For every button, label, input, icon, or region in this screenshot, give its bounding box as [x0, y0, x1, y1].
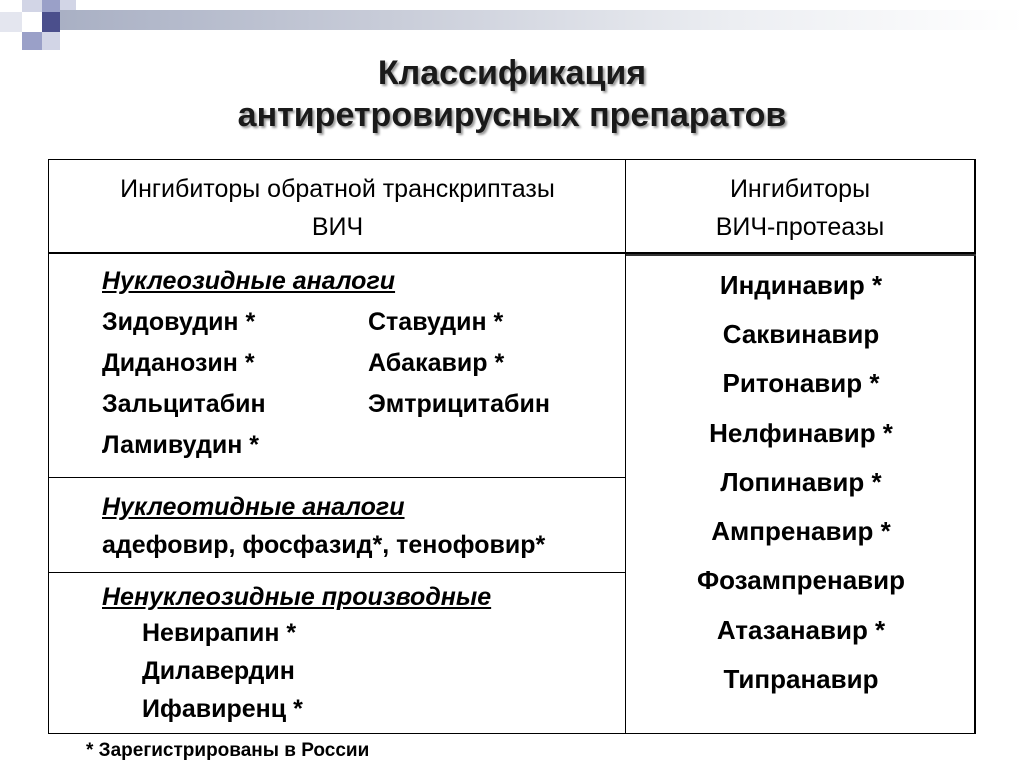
list-item: Диданозин * [102, 349, 255, 377]
list-item: Абакавир * [368, 349, 505, 377]
right-header-divider-thick [626, 254, 976, 256]
table-bottom-border [48, 733, 976, 734]
nonnucleoside-section [102, 578, 491, 616]
table-top-border [48, 159, 975, 160]
nucleotide-list: адефовир, фосфазид*, тенофовир* [102, 531, 546, 559]
page-title [0, 52, 1024, 136]
list-item: Ампренавир * [711, 516, 891, 546]
footnote: * Зарегистрированы в России [86, 740, 370, 761]
header-protease-inhibitors [626, 170, 974, 246]
decor-square [22, 32, 42, 50]
list-item: Ламивудин * [102, 431, 259, 459]
decor-square [60, 0, 76, 10]
decor-square [0, 12, 22, 32]
title-line-2: антиретровирусных препаратов [237, 96, 787, 134]
list-item: Ифавиренц * [142, 695, 303, 723]
list-item: Саквинавир [722, 319, 880, 349]
list-item: Нелфинавир * [709, 418, 893, 448]
list-item: Атазанавир * [716, 615, 886, 645]
list-item: Эмтрицитабин [368, 390, 550, 418]
decor-square [22, 12, 42, 32]
table-left-border [48, 159, 49, 734]
title-line-1: Классификация [377, 54, 647, 92]
top-decor-bar [60, 10, 1024, 30]
nucleotide-title: Нуклеотидные аналоги [102, 493, 405, 521]
nucleoside-col-1 [102, 302, 266, 466]
row-divider-2 [48, 572, 626, 573]
list-item: Типранавир [723, 664, 879, 694]
header-pi-line-1: Ингибиторы [729, 175, 871, 203]
header-rt-line-2: ВИЧ [311, 213, 364, 241]
nonnucleoside-title: Ненуклеозидные производные [102, 583, 492, 611]
list-item: Ритонавир * [722, 368, 880, 398]
decor-square [42, 0, 60, 12]
list-item: Зидовудин * [102, 308, 256, 336]
nonnucleoside-list [142, 614, 303, 728]
header-pi-line-2: ВИЧ-протеазы [715, 213, 885, 241]
list-item: Индинавир * [719, 270, 883, 300]
list-item: Дилавердин [142, 657, 295, 685]
decor-square [42, 12, 60, 32]
decor-square [42, 32, 60, 50]
list-item: Фозампренавир [696, 565, 906, 595]
row-divider-1 [48, 477, 626, 478]
nucleotide-section [102, 488, 545, 564]
nucleoside-section [102, 262, 395, 300]
list-item: Ставудин * [368, 308, 504, 336]
nucleoside-col-2 [368, 302, 550, 425]
header-rt-line-1: Ингибиторы обратной транскриптазы [120, 175, 555, 203]
list-item: Зальцитабин [102, 390, 266, 418]
list-item: Невирапин * [142, 619, 297, 647]
nucleoside-title: Нуклеозидные аналоги [102, 267, 396, 295]
header-rt-inhibitors [50, 170, 625, 246]
list-item: Лопинавир * [720, 467, 882, 497]
decor-square [22, 0, 42, 12]
